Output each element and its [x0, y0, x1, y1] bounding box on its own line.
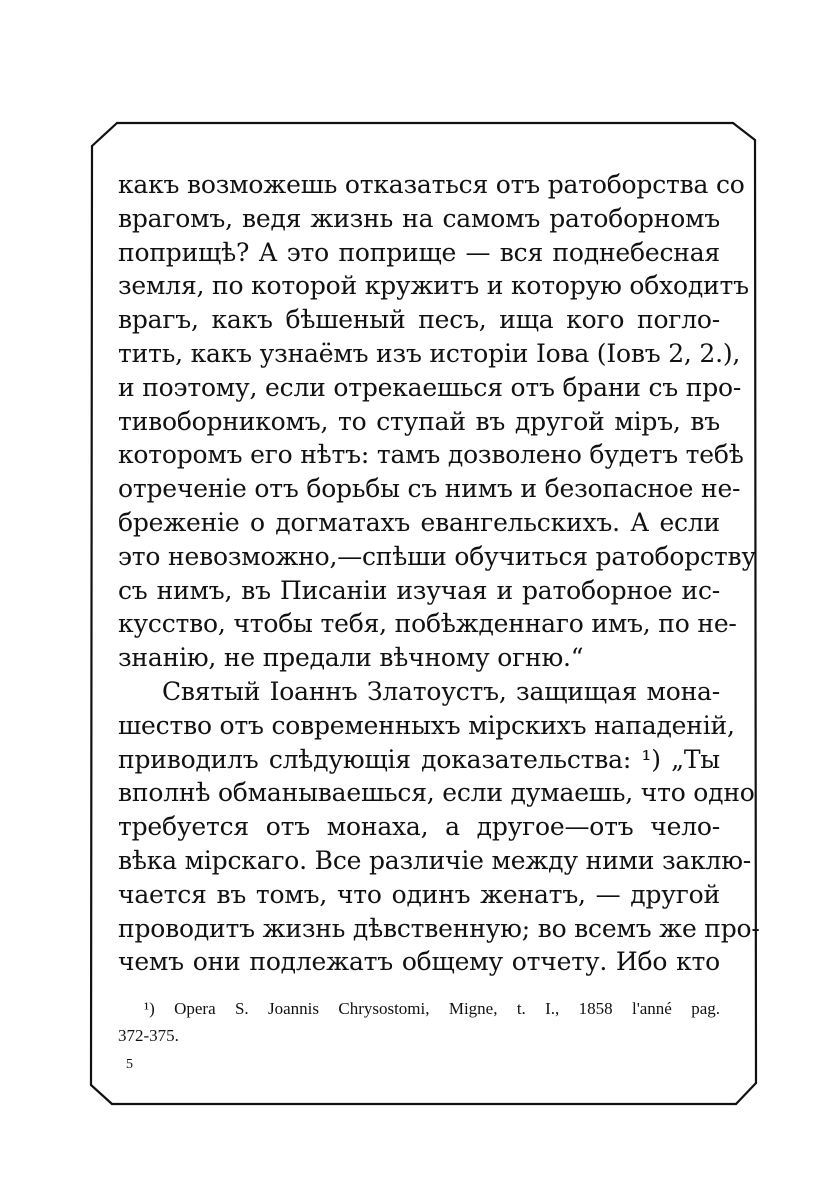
text-line: врагомъ, ведя жизнь на самомъ ратоборномъ — [118, 203, 720, 233]
text-line: какъ возможешь отказаться отъ ратоборства со — [118, 170, 745, 199]
text-line: отреченіе отъ борьбы съ нимъ и безопасное не- — [118, 474, 741, 504]
text-line: бреженіе о догматахъ евангельскихъ. А если — [118, 507, 720, 537]
text-line: поприщѣ? А это поприще — вся поднебесная — [118, 237, 720, 267]
text-line: тить, какъ узнаёмъ изъ исторіи Іова (Іовъ 2, 2.), — [118, 338, 741, 368]
text-line: вполнѣ обманываешься, если думаешь, что одно — [118, 778, 755, 808]
signature-mark: 5 — [126, 1057, 133, 1072]
text-line: и поэтому, если отрекаешься отъ брани съ про- — [118, 372, 742, 402]
text-line-paragraph-start: Святый Іоаннъ Златоустъ, защищая мона- — [162, 676, 720, 706]
main-text — [118, 168, 760, 979]
border-corner-bottom-left — [91, 1085, 112, 1104]
text-line: съ нимъ, въ Писаніи изучая и ратоборное ис- — [118, 575, 720, 605]
text-line: требуется отъ монаха, а другое—отъ чело- — [118, 812, 720, 842]
text-line: вѣка мірскаго. Все различіе между ними заклю- — [118, 845, 752, 875]
text-line: которомъ его нѣтъ: тамъ дозволено будетъ тебѣ — [118, 440, 744, 470]
footnote-line: 372-375. — [118, 1026, 179, 1045]
border-left — [91, 146, 92, 1085]
border-corner-bottom-right — [736, 1083, 756, 1104]
text-line: чемъ они подлежатъ общему отчету. Ибо кто — [118, 947, 720, 977]
text-line: кусство, чтобы тебя, побѣжденнаго имъ, по не- — [118, 609, 737, 639]
text-line: врагъ, какъ бѣшеный песъ, ища кого погло- — [118, 305, 720, 335]
text-line: земля, по которой кружитъ и которую обходитъ — [118, 271, 749, 301]
text-line: это невозможно,—спѣши обучиться ратоборству — [118, 541, 756, 571]
text-line: шество отъ современныхъ мірскихъ нападеній, — [118, 710, 735, 740]
border-corner-top-right — [733, 123, 755, 140]
text-line: чается въ томъ, что одинъ женатъ, — другой — [118, 879, 720, 909]
text-line-paragraph-end: знанію, не предали вѣчному огню.“ — [118, 643, 584, 673]
text-line: тивоборникомъ, то ступай въ другой міръ, въ — [118, 406, 720, 436]
text-line: приводилъ слѣдующія доказательства: ¹) „Ты — [118, 744, 720, 774]
text-line: проводитъ жизнь дѣвственную; во всемъ же про- — [118, 913, 760, 943]
border-corner-top-left — [92, 123, 117, 146]
footnote-line: ¹) Opera S. Joannis Chrysostomi, Migne, t. I., 1858 l'anné pag. — [144, 999, 720, 1018]
footnote — [118, 995, 720, 1049]
